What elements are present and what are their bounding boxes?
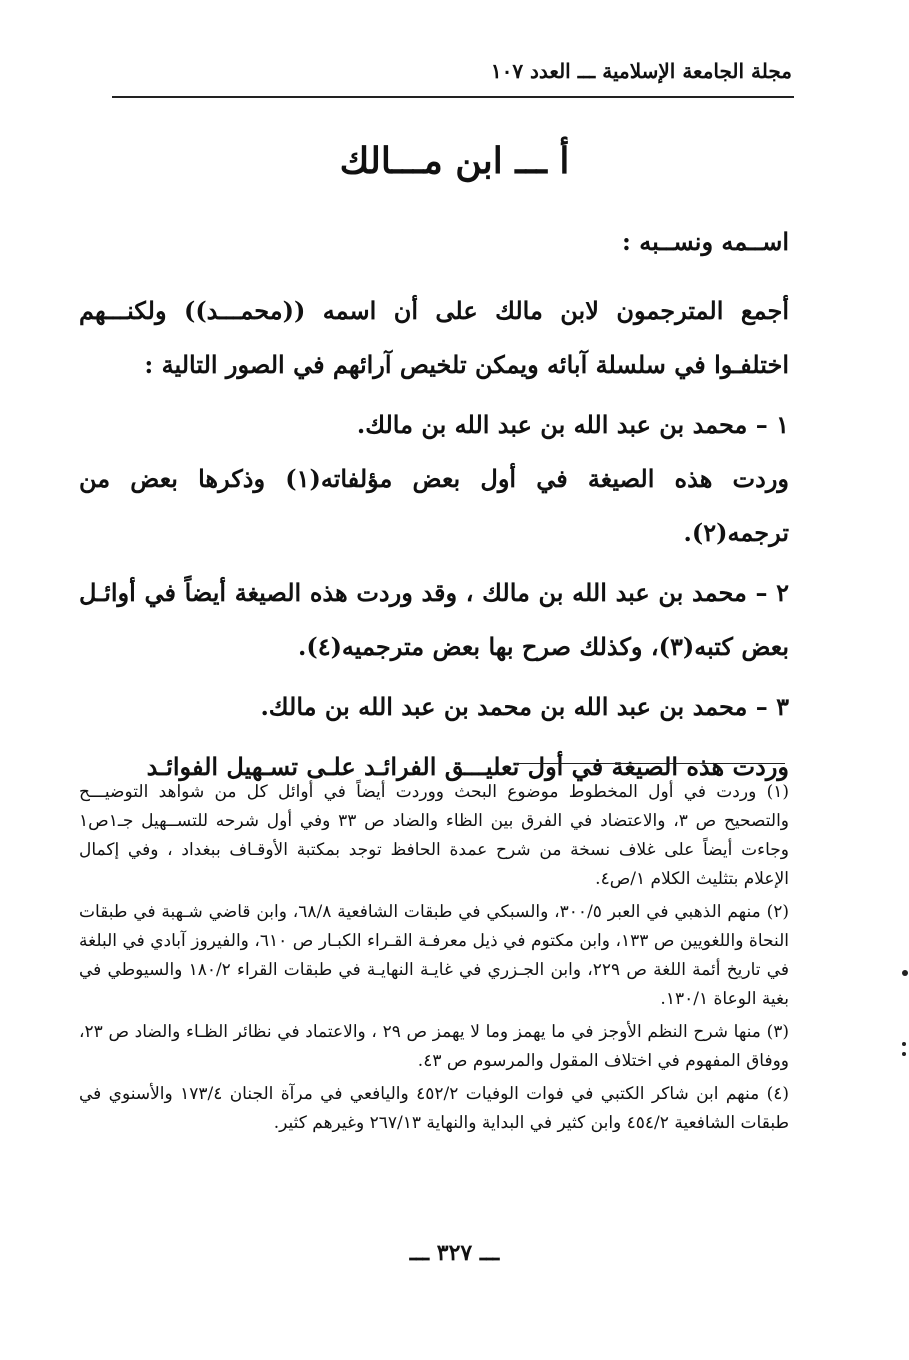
margin-speck xyxy=(902,1052,906,1056)
section-title: أ ـــ ابن مـــالك xyxy=(339,140,570,182)
footnote-1 xyxy=(79,778,789,894)
page-number: ـــ ٣٢٧ ـــ xyxy=(409,1240,500,1266)
list-item-3-note: وردت هذه الصيغة في أول تعليـــق الفرائـد علـى تسـهيل الفوائـد xyxy=(146,752,789,781)
footnotes xyxy=(79,778,789,1142)
footnote-text: منهم ابن شاكر الكتبي في فوات الوفيات ٤٥٢/٢ واليافعي في مرآة الجنان ١٧٣/٤ والأسنوي في طبقات الشافعية ٤٥٤/٢ وابن كثير في البداية والنهاية ٢٦٧/١٣ وغيرهم كثير. xyxy=(79,1084,789,1133)
running-header: مجلة الجامعة الإسلامية ـــ العدد ١٠٧ xyxy=(490,59,792,83)
main-text xyxy=(79,284,789,794)
list-item-2: ٢ – محمد بن عبد الله بن مالك ، وقد وردت هذه الصيغة أيضاً في أوائـل بعض كتبه(٣)، وكذلك صرح بها بعض مترجميه(٤). xyxy=(79,578,789,661)
header-rule xyxy=(112,96,794,98)
intro-paragraph: أجمع المترجمون لابن مالك على أن اسمه ((محمـــد)) ولكنـــهم اختلفـوا في سلسلة آبائه ويمكن تلخيص آرائهم في الصور التالية : xyxy=(79,296,789,379)
footnote-number: (١) xyxy=(766,782,789,802)
footnote-3 xyxy=(79,1018,789,1076)
footnote-separator xyxy=(515,763,785,764)
footnote-text: وردت في أول المخطوط موضوع البحث ووردت أيضاً في أوائل كل من شواهد التوضيـــح والتصحيح ص ٣، والاعتضاد في الفرق بين الظاء والضاد ص ٣٣ وفي أول شرحه للتســهيل جـ١ص١ وجاءت أيضاً على غلاف نسخة من شرح عمدة الحافظ توجد بمكتبة الأوقـاف ببغداد ، وفي إكمال الإعلام بتثليث الكلام ١/ص٤. xyxy=(79,782,790,889)
list-item-1-note: وردت هذه الصيغة في أول بعض مؤلفاته(١) وذكرها بعض من ترجمه(٢). xyxy=(79,464,790,547)
footnote-text: منهم الذهبي في العبر ٣٠٠/٥، والسبكي في طبقات الشافعية ٦٨/٨، وابن قاضي شـهبة في طبقات النحاة واللغويين ص ١٣٣، وابن مكتوم في ذيل معرفـة القـراء الكبـار ص ٦١٠، والفيروز آبادي في البلغة في تاريخ أئمة اللغة ص ٢٢٩، وابن الجـزري في غايـة النهايـة في طبقات القراء ١٨٠/٢ والسيوطي في بغية الوعاة ١٣٠/١. xyxy=(79,902,790,1009)
footnote-number: (٣) xyxy=(766,1022,790,1042)
list-item-3: ٣ – محمد بن عبد الله بن محمد بن عبد الله بن مالك. xyxy=(260,692,789,721)
footnote-text: منها شرح النظم الأوجز في ما يهمز وما لا يهمز ص ٢٩ ، والاعتماد في نظائر الظـاء والضاد ص ٢٣، ووفاق المفهوم في اختلاف المقول والمرسوم ص ٤٣. xyxy=(79,1022,789,1071)
footnote-number: (٢) xyxy=(766,902,789,922)
footnote-2 xyxy=(79,898,789,1014)
footnote-4 xyxy=(79,1080,789,1138)
list-item-1: ١ – محمد بن عبد الله بن عبد الله بن مالك. xyxy=(356,410,789,439)
margin-speck xyxy=(902,1042,906,1046)
subsection-heading: اســمه ونســبه : xyxy=(621,227,789,256)
footnote-number: (٤) xyxy=(766,1084,789,1104)
margin-speck xyxy=(902,970,908,976)
